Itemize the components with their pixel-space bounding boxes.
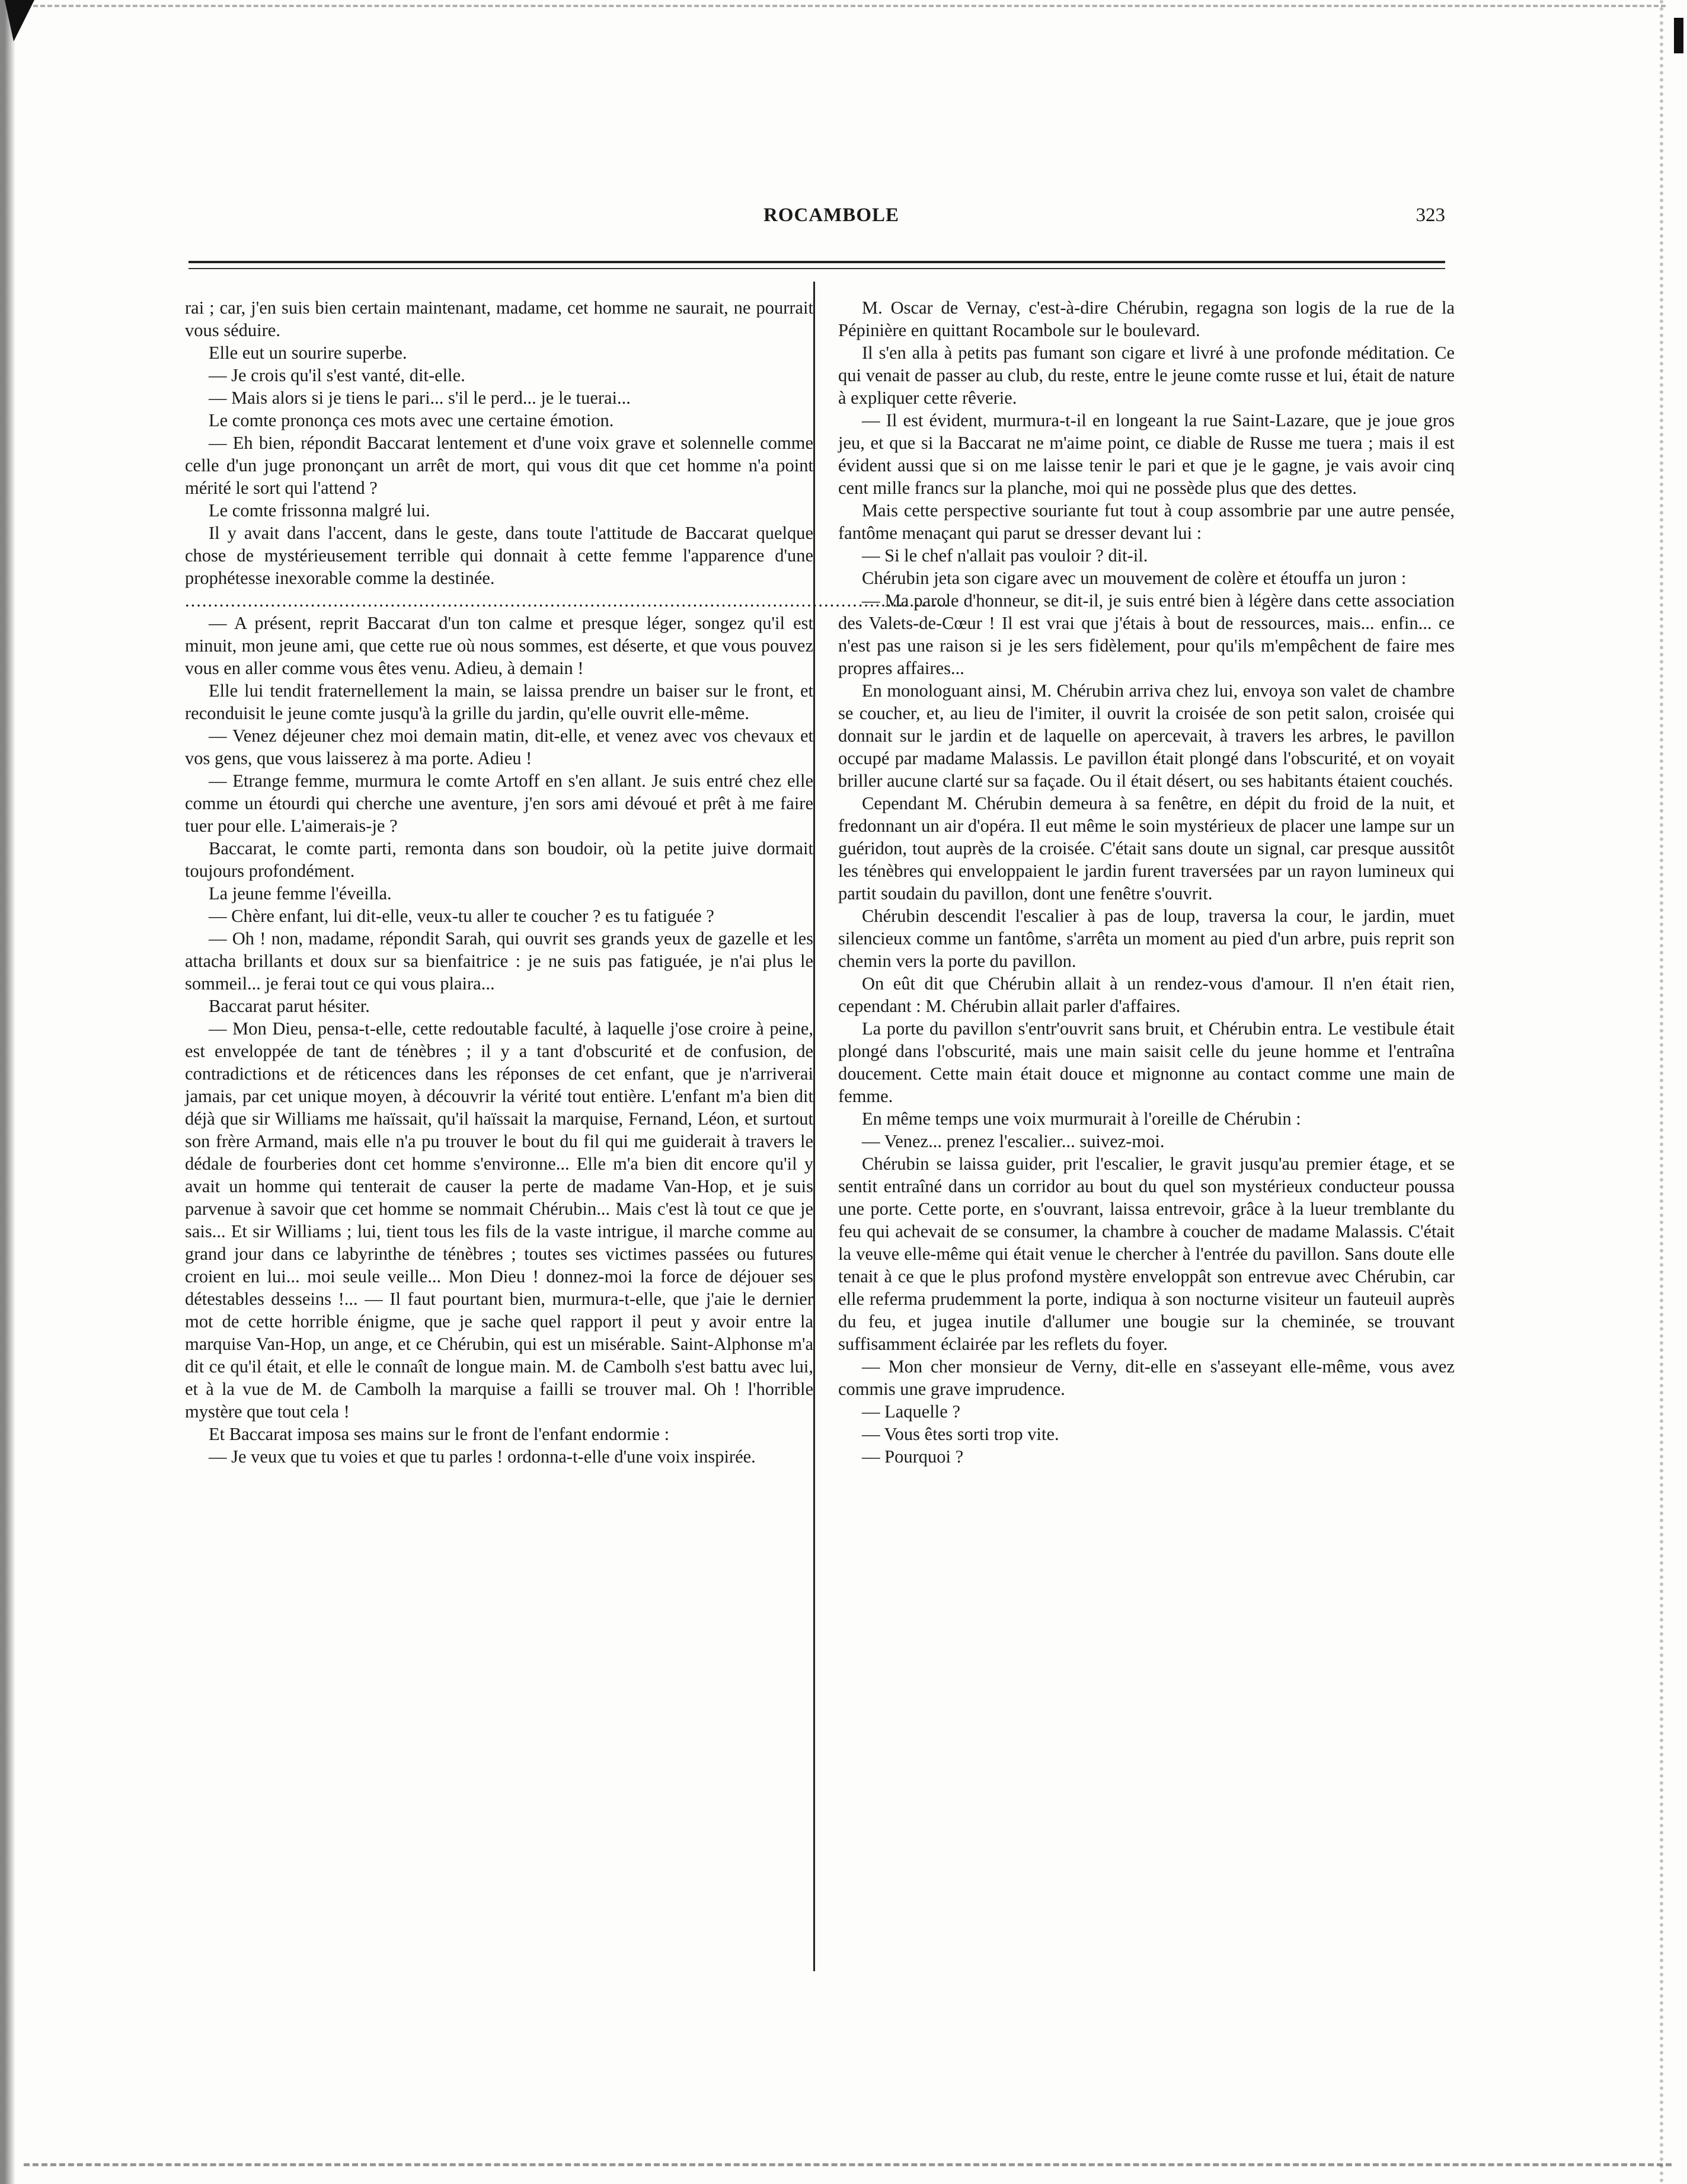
paragraph: — Je crois qu'il s'est vanté, dit-elle.	[209, 365, 465, 385]
paragraph: Baccarat parut hésiter.	[209, 996, 370, 1016]
page-number: 323	[1416, 205, 1445, 226]
paragraph: Cependant M. Chérubin demeura à sa fenêtre, en dépit du froid de la nuit, et fredonnant un air d'opéra. Il eut même le soin mystérieux de placer une lampe sur un guéridon, tout auprès de la croisée. C'était sans doute un signal, car presque aussitôt les ténèbres qui enveloppaient le jardin furent traversées par un rayon lumineux qui partit soudain du pavillon, dont une fenêtre s'ouvrit.	[838, 793, 1455, 903]
paragraph: Elle eut un sourire superbe.	[209, 343, 407, 363]
paragraph: Mais cette perspective souriante fut tout à coup assombrie par une autre pensée, fantôme menaçant qui parut se dresser devant lui :	[838, 500, 1455, 543]
scan-bottom-edge	[24, 2159, 1672, 2166]
paragraph: Chérubin jeta son cigare avec un mouvement de colère et étouffa un juron :	[862, 568, 1407, 588]
paragraph: — Mon Dieu, pensa-t-elle, cette redoutable faculté, à laquelle j'ose croire à peine, est enveloppée de tant de ténèbres ; il y a tant d'obscurité et de confusion, de contradictions et de réticences dans les réponses de cet enfant, que je n'arriverai jamais, par cet unique moyen, à découvrir la vérité tout entière. L'enfant m'a bien dit déjà que sir Williams me haïssait, qu'il haïssait la marquise, Fernand, Léon, et surtout son frère Armand, mais elle n'a pu trouver le bout du fil qui me guiderait à travers le dédale de fourberies dont cet homme s'environne... Elle m'a bien dit encore qu'il y avait un homme qui tenterait de causer la perte de madame Van-Hop, et je suis parvenue à savoir que cet homme se nommait Chérubin... Mais c'est là tout ce que je sais... Et sir Williams ; lui, tient tous les fils de la vaste intrigue, il marche comme au grand jour dans ce labyrinthe de ténèbres ; toutes ses victimes passées ou futures croient en lui... moi seule veille... Mon Dieu ! donnez-moi la force de déjouer ses détestables desseins !... — Il faut pourtant bien, murmura-t-elle, que j'aie le dernier mot de cette horrible énigme, que je sache quel rapport il peut y avoir entre la marquise Van-Hop, un ange, et ce Chérubin, qui est un misérable. Saint-Alphonse m'a dit ce qu'il était, et elle le connaît de longue main. M. de Cambolh s'est battu avec lui, et à la vue de M. de Cambolh la marquise a failli se trouver mal. Oh ! l'horrible mystère que tout cela !	[185, 1018, 813, 1422]
page-header	[188, 205, 1445, 240]
paragraph: — Laquelle ?	[862, 1401, 960, 1422]
paragraph: La porte du pavillon s'entr'ouvrit sans bruit, et Chérubin entra. Le vestibule était plongé dans l'obscurité, mais une main saisit celle du jeune homme et l'entraîna doucement. Cette main était douce et mignonne au contact comme une main de femme.	[838, 1018, 1455, 1106]
paragraph: Le comte prononça ces mots avec une certaine émotion.	[209, 410, 614, 430]
paragraph: Chérubin se laissa guider, prit l'escalier, le gravit jusqu'au premier étage, et se sentit entraîné dans un corridor au bout du quel son mystérieux conducteur poussa une porte. Cette porte, en s'ouvrant, laissa entrevoir, grâce à la lueur tremblante du feu qui achevait de se consumer, la chambre à coucher de madame Malassis. C'était la veuve elle-même qui était venue le chercher à l'entrée du pavillon. Sans doute elle tenait à ce que le plus profond mystère enveloppât son entrevue avec Chérubin, car elle referma prudemment la porte, indiqua à son nocturne visiteur un fauteuil auprès du feu, et jugea inutile d'allumer une bougie sur la cheminée, se trouvant suffisamment éclairée par les reflets du foyer.	[838, 1154, 1455, 1354]
paragraph: En même temps une voix murmurait à l'oreille de Chérubin :	[862, 1109, 1301, 1129]
running-title: ROCAMBOLE	[763, 205, 900, 226]
paragraph: On eût dit que Chérubin allait à un rendez-vous d'amour. Il n'en était rien, cependant : M. Chérubin allait parler d'affaires.	[838, 973, 1455, 1016]
paragraph: Chérubin descendit l'escalier à pas de loup, traversa la cour, le jardin, muet silencieux comme un fantôme, s'arrêta un moment au pied d'un arbre, puis reprit son chemin vers la porte du pavillon.	[838, 906, 1455, 971]
paragraph: rai ; car, j'en suis bien certain maintenant, madame, cet homme ne saurait, ne pourrait vous séduire.	[185, 298, 813, 340]
paragraph: — Mon cher monsieur de Verny, dit-elle en s'asseyant elle-même, vous avez commis une grave imprudence.	[838, 1356, 1455, 1399]
column-divider	[813, 282, 815, 1971]
paragraph: M. Oscar de Vernay, c'est-à-dire Chérubin, regagna son logis de la rue de la Pépinière en quittant Rocambole sur le boulevard.	[838, 298, 1455, 340]
scan-left-edge	[0, 0, 18, 2184]
paragraph: Le comte frissonna malgré lui.	[209, 500, 430, 521]
right-column	[838, 296, 1455, 1468]
paragraph: En monologuant ainsi, M. Chérubin arriva chez lui, envoya son valet de chambre se coucher, et, au lieu de l'imiter, il ouvrit la croisée de son petit salon, croisée qui donnait sur le jardin et de laquelle on apercevait, à travers les arbres, le pavillon occupé par madame Malassis. Le pavillon était plongé dans l'obscurité, et on voyait briller aucune clarté sur sa façade. Ou il était désert, ou ses habitants étaient couchés.	[838, 681, 1455, 791]
paragraph: — Venez déjeuner chez moi demain matin, dit-elle, et venez avec vos chevaux et vos gens, que vous laisserez à ma porte. Adieu !	[185, 726, 813, 768]
paragraph: Et Baccarat imposa ses mains sur le front de l'enfant endormie :	[209, 1424, 670, 1444]
paragraph: Baccarat, le comte parti, remonta dans son boudoir, où la petite juive dormait toujours profondément.	[185, 838, 813, 881]
paragraph: — A présent, reprit Baccarat d'un ton calme et presque léger, songez qu'il est minuit, mon jeune ami, que cette rue où nous sommes, est déserte, et que vous pouvez vous en aller comme vous êtes venu. Adieu, à demain !	[185, 613, 813, 678]
paragraph: — Pourquoi ?	[862, 1447, 964, 1467]
paragraph: — Si le chef n'allait pas vouloir ? dit-il.	[862, 545, 1148, 566]
paragraph: — Chère enfant, lui dit-elle, veux-tu aller te coucher ? es tu fatiguée ?	[209, 906, 714, 926]
scan-right-artifact	[1674, 18, 1683, 53]
paragraph: — Mais alors si je tiens le pari... s'il le perd... je le tuerai...	[209, 388, 631, 408]
paragraph: — Venez... prenez l'escalier... suivez-moi.	[862, 1131, 1165, 1151]
paragraph: Elle lui tendit fraternellement la main, se laissa prendre un baiser sur le front, et reconduisit le jeune comte jusqu'à la grille du jardin, qu'elle ouvrit elle-même.	[185, 681, 813, 723]
scan-top-edge	[12, 5, 1666, 11]
scan-right-edge	[1660, 0, 1687, 2184]
paragraph: — Vous êtes sorti trop vite.	[862, 1424, 1059, 1444]
header-rule-thin	[188, 268, 1445, 269]
header-rule-thick	[188, 261, 1445, 263]
paragraph: ......................................................................................................................................	[185, 590, 950, 611]
paragraph: — Oh ! non, madame, répondit Sarah, qui ouvrit ses grands yeux de gazelle et les attacha brillants et doux sur sa bienfaitrice : je ne suis pas fatiguée, je n'ai plus le sommeil... je ferai tout ce qui vous plaira...	[185, 928, 813, 994]
paragraph: — Ma parole d'honneur, se dit-il, je suis entré bien à légère dans cette association des Valets-de-Cœur ! Il est vrai que j'étais à bout de ressources, mais... enfin... ce n'est pas une raison si je les sers fidèlement, pour qu'ils m'empêchent de faire mes propres affaires...	[838, 590, 1455, 678]
paragraph: — Je veux que tu voies et que tu parles ! ordonna-t-elle d'une voix inspirée.	[209, 1447, 756, 1467]
paragraph: — Eh bien, répondit Baccarat lentement et d'une voix grave et solennelle comme celle d'un juge prononçant un arrêt de mort, qui vous dit que cet homme n'a point mérité le sort qui l'attend ?	[185, 433, 813, 498]
paragraph: Il s'en alla à petits pas fumant son cigare et livré à une profonde méditation. Ce qui venait de passer au club, du reste, entre le jeune comte russe et lui, était de nature à expliquer cette rêverie.	[838, 343, 1455, 408]
paragraph: — Etrange femme, murmura le comte Artoff en s'en allant. Je suis entré chez elle comme un étourdi qui cherche une aventure, j'en sors ami dévoué et prêt à me faire tuer pour elle. L'aimerais-je ?	[185, 771, 813, 836]
paragraph: La jeune femme l'éveilla.	[209, 883, 392, 903]
paragraph: Il y avait dans l'accent, dans le geste, dans toute l'attitude de Baccarat quelque chose de mystérieusement terrible qui donnait à cette femme l'apparence d'une prophétesse inexorable comme la destinée.	[185, 523, 813, 588]
paragraph: — Il est évident, murmura-t-il en longeant la rue Saint-Lazare, que je joue gros jeu, et que si la Baccarat ne m'aime point, ce diable de Russe me tuera ; mais il est évident aussi que si on me laisse tenir le pari et que je le gagne, je vais avoir cinq cent mille francs sur la planche, moi qui ne possède plus que des dettes.	[838, 410, 1455, 498]
